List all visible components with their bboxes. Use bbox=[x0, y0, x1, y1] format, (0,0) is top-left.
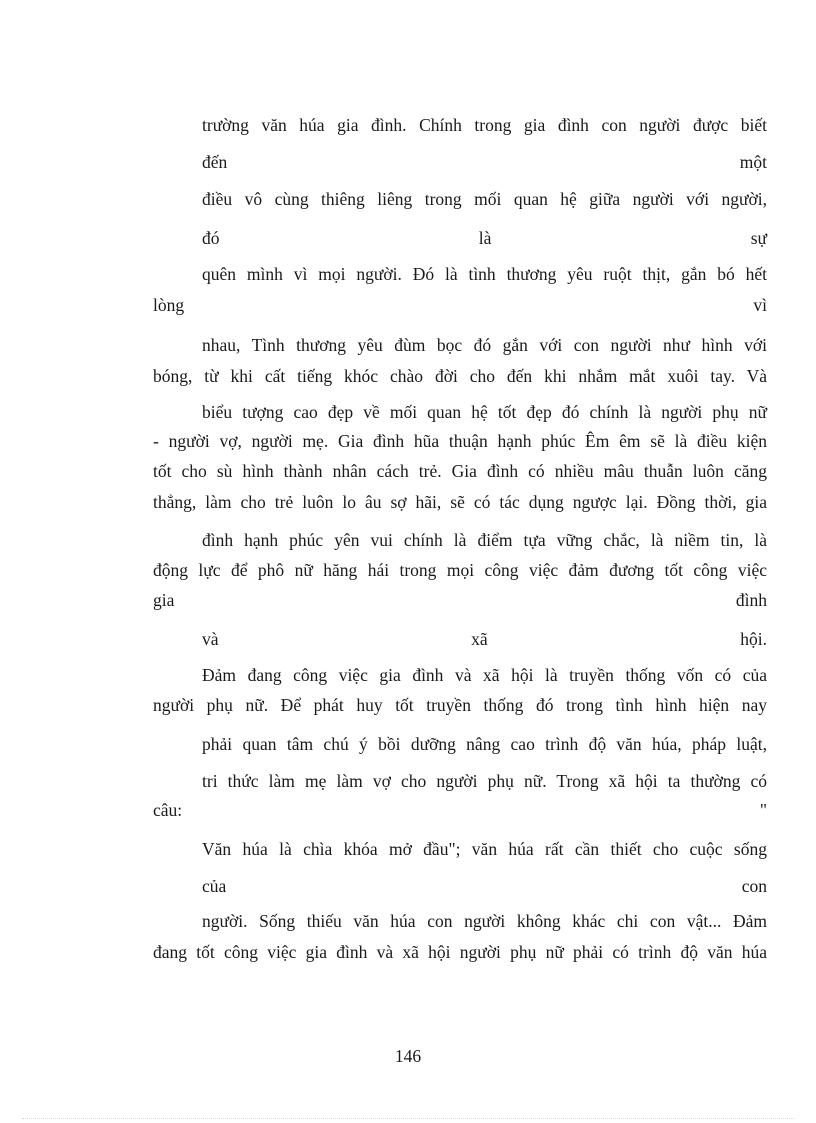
justified-line bbox=[153, 294, 767, 316]
justified-line bbox=[202, 151, 767, 173]
word: xã bbox=[471, 629, 488, 649]
text-line: thẳng, làm cho trẻ luôn lo âu sợ hãi, sẽ có tác dụng ngược lại. Đồng thời, gia bbox=[153, 492, 767, 512]
text-line: người phụ nữ. Để phát huy tốt truyền thống đó trong tình hình hiện nay bbox=[153, 695, 767, 715]
text-line: phải quan tâm chú ý bồi dưỡng nâng cao trình độ văn húa, pháp luật, bbox=[202, 734, 767, 754]
text-line: động lực để phô nữ hăng hái trong mọi công việc đảm đương tốt công việc bbox=[153, 560, 767, 580]
text-line: Văn húa là chìa khóa mở đầu"; văn húa rất cần thiết cho cuộc sống bbox=[202, 839, 767, 859]
word: lòng bbox=[153, 295, 185, 315]
justified-line bbox=[202, 875, 767, 897]
justified-line bbox=[153, 589, 767, 611]
text-line: điều vô cùng thiêng liêng trong mối quan hệ giữa người với người, bbox=[202, 189, 767, 209]
word: đến bbox=[202, 152, 228, 172]
text-line: bóng, từ khi cất tiếng khóc chào đời cho đến khi nhắm mắt xuôi tay. Và bbox=[153, 366, 767, 386]
text-line: Đảm đang công việc gia đình và xã hội là truyền thống vốn có của bbox=[202, 665, 767, 685]
word: là bbox=[478, 228, 492, 248]
page-number: 146 bbox=[394, 1046, 422, 1066]
justified-line bbox=[202, 227, 767, 249]
word: câu: bbox=[153, 800, 183, 820]
page-bottom-divider bbox=[22, 1118, 794, 1119]
word: " bbox=[759, 800, 767, 820]
word: vì bbox=[753, 295, 767, 315]
text-line: đình hạnh phúc yên vui chính là điểm tựa vững chắc, là niềm tin, là bbox=[202, 530, 767, 550]
justified-line bbox=[153, 799, 767, 821]
word: con bbox=[741, 876, 767, 896]
word: và bbox=[202, 629, 219, 649]
text-line: người. Sống thiếu văn húa con người không khác chi con vật... Đảm bbox=[202, 911, 767, 931]
text-line: nhau, Tình thương yêu đùm bọc đó gắn với con người như hình với bbox=[202, 335, 767, 355]
text-line: biểu tượng cao đẹp về mối quan hệ tốt đẹp đó chính là người phụ nữ bbox=[202, 402, 767, 422]
word: hội. bbox=[740, 629, 767, 649]
word: của bbox=[202, 876, 227, 896]
text-line: đang tốt công việc gia đình và xã hội người phụ nữ phải có trình độ văn húa bbox=[153, 942, 767, 962]
text-line: - người vợ, người mẹ. Gia đình hũa thuận hạnh phúc Êm êm sẽ là điều kiện bbox=[153, 431, 767, 451]
text-line: trường văn húa gia đình. Chính trong gia đình con người được biết bbox=[202, 115, 767, 135]
word: gia bbox=[153, 590, 175, 610]
text-line: tốt cho sù hình thành nhân cách trẻ. Gia đình có nhiều mâu thuẫn luôn căng bbox=[153, 461, 767, 481]
word: đình bbox=[735, 590, 767, 610]
word: sự bbox=[750, 228, 767, 248]
word: đó bbox=[202, 228, 220, 248]
word: một bbox=[739, 152, 767, 172]
text-line: quên mình vì mọi người. Đó là tình thương yêu ruột thịt, gắn bó hết bbox=[202, 264, 767, 284]
justified-line bbox=[202, 628, 767, 650]
text-line: tri thức làm mẹ làm vợ cho người phụ nữ. Trong xã hội ta thường có bbox=[202, 771, 767, 791]
